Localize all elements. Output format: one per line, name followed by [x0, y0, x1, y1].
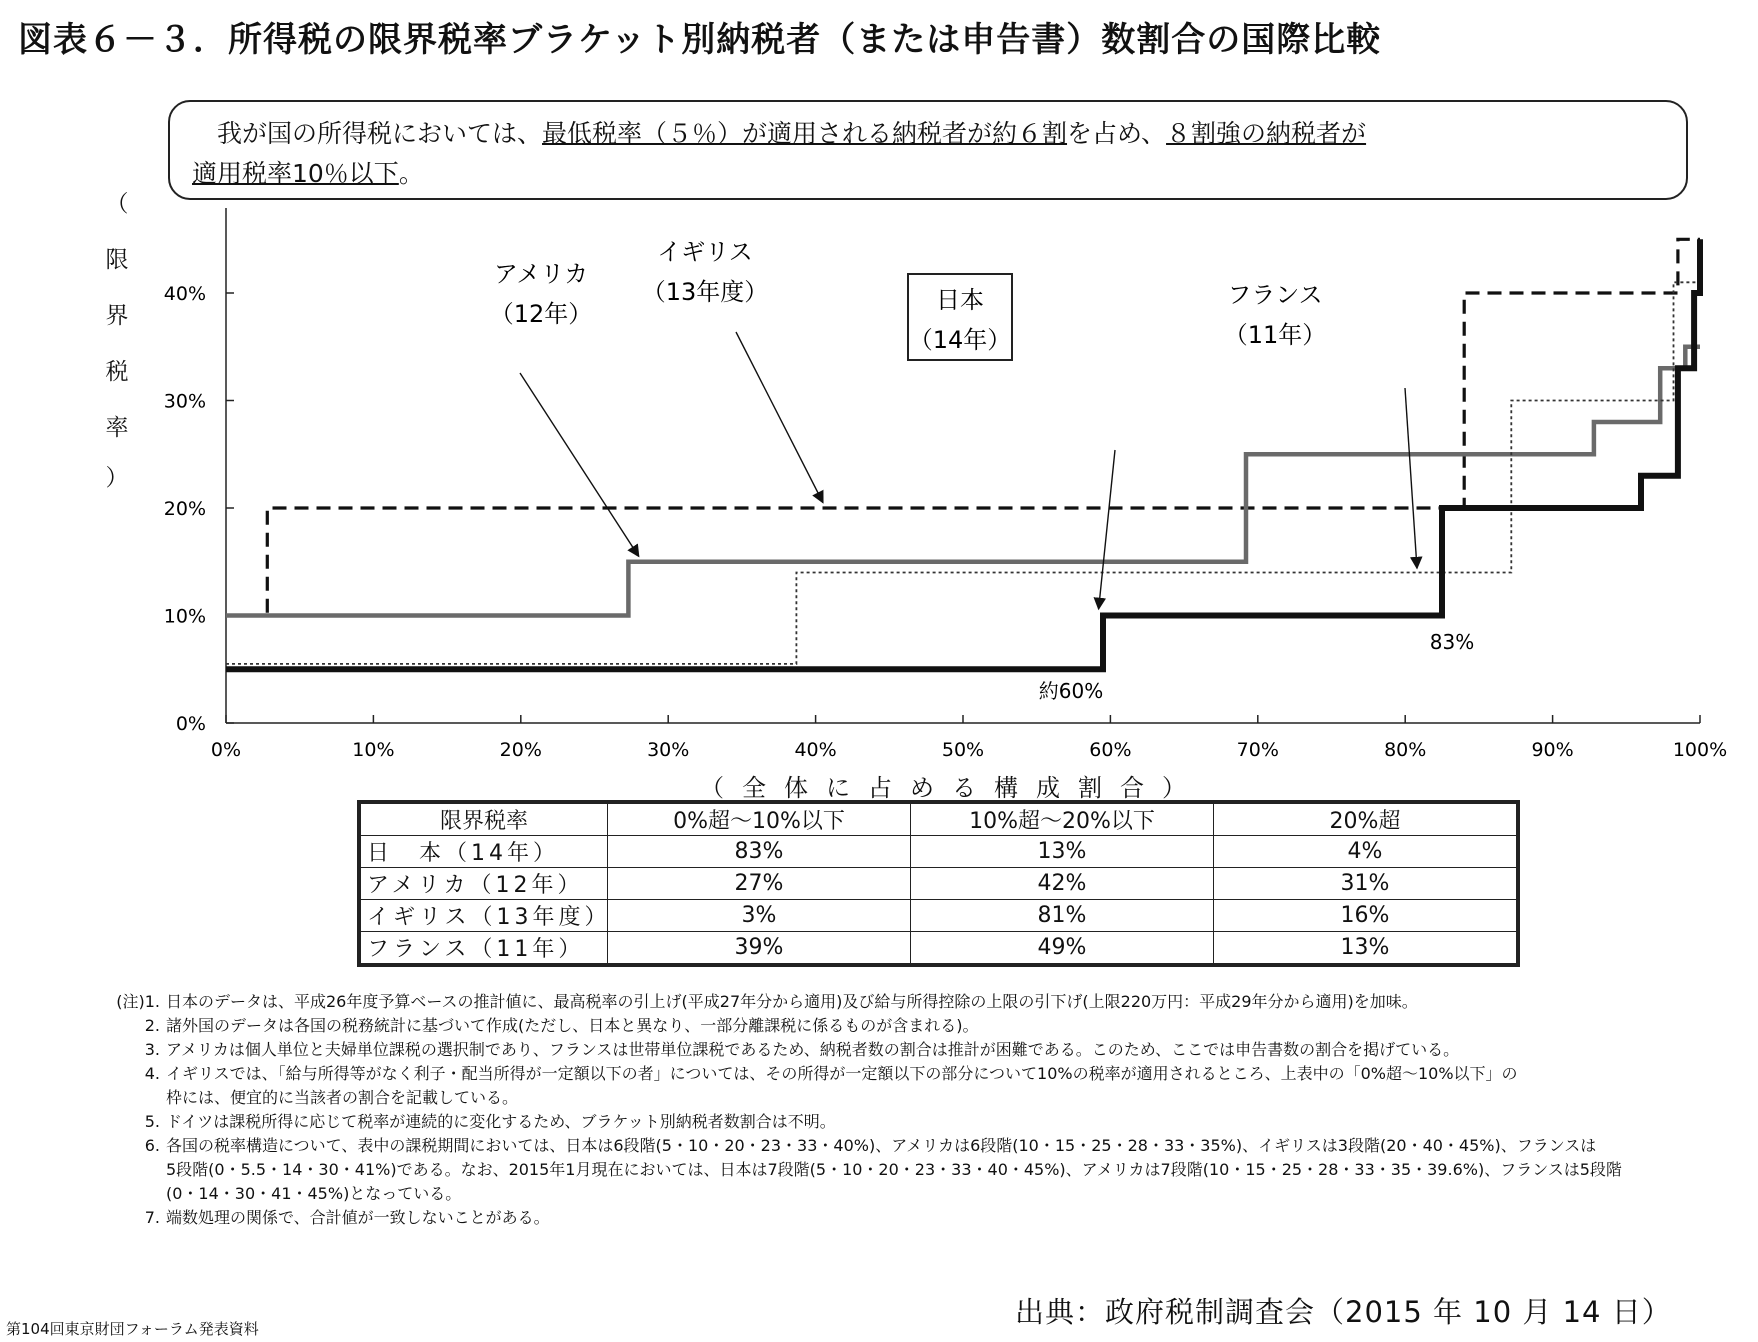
x-tick-label: 40%	[794, 739, 837, 761]
table-row	[361, 836, 1517, 868]
summary-text-2: を占め、	[1067, 119, 1167, 148]
x-axis-title: （全体に占める構成割合）	[700, 774, 1204, 802]
annotation-label: 83%	[1429, 630, 1475, 654]
table-cell: 27%	[608, 868, 911, 900]
annotation-label: イギリス	[657, 238, 753, 266]
note-text: 端数処理の関係で、合計値が一致しないことがある。	[166, 1208, 550, 1227]
x-tick-label: 50%	[941, 739, 985, 761]
note-text: 諸外国のデータは各国の税務統計に基づいて作成(ただし、日本と異なり、一部分離課税に係るものが含まれる)。	[166, 1016, 979, 1035]
y-tick-label: 10%	[163, 605, 206, 628]
table-cell: 4%	[1214, 836, 1517, 868]
note-prefix: 4.	[144, 1064, 160, 1083]
x-tick-label: 60%	[1089, 739, 1132, 761]
note-text: 日本のデータは、平成26年度予算ベースの推計値に、最高税率の引上げ(平成27年分から適用)及び給与所得控除の上限の引下げ(上限220万円：平成29年分から適用)を加味。	[166, 992, 1418, 1011]
footer-text: 第104回東京財団フォーラム発表資料	[6, 1320, 259, 1338]
note-continuation: (0・14・30・41・45%)となっている。	[166, 1184, 462, 1203]
annotation-label: （11年）	[1223, 321, 1327, 349]
note-continuation: 5段階(0・5.5・14・30・41%)である。なお、2015年1月現在においては、日本は7段階(5・10・20・23・33・40・45%)、アメリカは7段階(10・15・25・28・33・35・39.6%)、フランスは5段階	[166, 1160, 1622, 1179]
summary-text-1: 我が国の所得税においては、	[192, 119, 543, 148]
note-text: イギリスでは、「給与所得等がなく利子・配当所得が一定額以下の者」については、その所得が一定額以下の部分について10%の税率が適用されるところ、上表中の「0%超～10%以下」の	[166, 1064, 1518, 1083]
table-header-row	[361, 804, 1517, 836]
summary-highlight-3: 適用税率10％以下	[192, 159, 399, 188]
x-tick-label: 30%	[647, 739, 690, 761]
summary-highlight-1: 最低税率（５％）が適用される納税者が約６割	[542, 119, 1068, 148]
table-row-country: イギリス（13年度）	[361, 900, 608, 932]
annotation-arrow	[1099, 450, 1115, 609]
table-row	[361, 900, 1517, 932]
annotation-label: 約60%	[1038, 679, 1104, 703]
annotation-label: （13年度）	[641, 278, 769, 306]
annotation-label: 日本	[936, 286, 984, 314]
table-cell: 13%	[1214, 932, 1517, 964]
x-tick-label: 80%	[1384, 739, 1427, 761]
note-prefix: 7.	[144, 1208, 160, 1227]
page-title: 図表６－３．所得税の限界税率ブラケット別納税者（または申告書）数割合の国際比較	[18, 20, 1382, 60]
summary-highlight-2: ８割強の納税者が	[1166, 119, 1367, 148]
annotation-label: フランス	[1227, 281, 1323, 309]
table-cell: 83%	[608, 836, 911, 868]
note-prefix: 6.	[144, 1136, 160, 1155]
y-tick-label: 20%	[163, 498, 206, 520]
table-cell: 31%	[1214, 868, 1517, 900]
y-axis-title-char: ）	[105, 465, 129, 491]
y-tick-label: 0%	[175, 713, 206, 735]
table-cell: 42%	[911, 868, 1214, 900]
note-continuation: 枠には、便宜的に当該者の割合を記載している。	[166, 1088, 519, 1107]
x-tick-label: 10%	[352, 739, 395, 761]
note-item	[100, 1038, 1750, 1062]
table-row	[361, 932, 1517, 964]
note-item	[100, 1014, 1750, 1038]
note-prefix: 5.	[144, 1112, 160, 1131]
x-tick-label: 100%	[1672, 739, 1728, 761]
table-row	[361, 868, 1517, 900]
x-tick-label: 0%	[210, 739, 242, 761]
table-row-country: アメリカ（12年）	[361, 868, 608, 900]
y-tick-label: 30%	[163, 390, 206, 413]
table-cell: 49%	[911, 932, 1214, 964]
x-tick-label: 20%	[499, 739, 542, 761]
table-cell: 16%	[1214, 900, 1517, 932]
annotation-label: （14年）	[908, 326, 1012, 354]
notes	[100, 990, 1750, 1230]
table-row-country: 日 本（14年）	[361, 836, 608, 868]
table-header: 0%超～10%以下	[608, 804, 911, 836]
table-cell: 13%	[911, 836, 1214, 868]
table-cell: 3%	[608, 900, 911, 932]
x-tick-label: 70%	[1236, 739, 1279, 761]
source-credit: 出典：政府税制調査会（2015 年 10 月 14 日）	[1015, 1295, 1672, 1329]
y-axis-title-char: 率	[105, 415, 129, 441]
series-line-1	[226, 347, 1700, 616]
note-text: アメリカは個人単位と夫婦単位課税の選択制であり、フランスは世帯単位課税であるため、納税者数の割合は推計が困難である。このため、ここでは申告書数の割合を掲げている。	[166, 1040, 1460, 1059]
table-cell: 81%	[911, 900, 1214, 932]
summary-text-3: 。	[398, 159, 424, 188]
note-text: 各国の税率構造について、表中の課税期間においては、日本は6段階(5・10・20・23・33・40%)、アメリカは6段階(10・15・25・28・33・35%)、イギリスは3段階(20・40・45%)、フランスは	[166, 1136, 1597, 1155]
annotation-arrow	[520, 373, 639, 556]
note-item	[100, 1110, 1750, 1134]
annotation-label: （12年）	[489, 300, 593, 328]
annotation-label: アメリカ	[493, 260, 589, 288]
note-item	[100, 1134, 1750, 1158]
table-header: 20%超	[1214, 804, 1517, 836]
table-row-country: フランス（11年）	[361, 932, 608, 964]
note-text: ドイツは課税所得に応じて税率が連続的に変化するため、ブラケット別納税者数割合は不明。	[166, 1112, 836, 1131]
y-axis-title-char: 限	[105, 247, 129, 273]
y-axis-title-char: 税	[105, 359, 129, 385]
note-prefix: (注)1.	[116, 992, 160, 1011]
note-item	[100, 990, 1750, 1014]
annotation-arrow	[736, 332, 823, 503]
y-tick-label: 40%	[163, 283, 206, 305]
note-item	[100, 1206, 1750, 1230]
annotation-arrow	[1405, 388, 1417, 568]
y-axis-title-char: （	[105, 191, 129, 217]
note-prefix: 3.	[144, 1040, 160, 1059]
bracket-table	[360, 803, 1517, 964]
table-cell: 39%	[608, 932, 911, 964]
table-header: 10%超～20%以下	[911, 804, 1214, 836]
note-prefix: 2.	[144, 1016, 160, 1035]
y-axis-title-char: 界	[105, 303, 129, 329]
table-header: 限界税率	[361, 804, 608, 836]
x-tick-label: 90%	[1531, 739, 1574, 761]
note-item	[100, 1062, 1750, 1086]
